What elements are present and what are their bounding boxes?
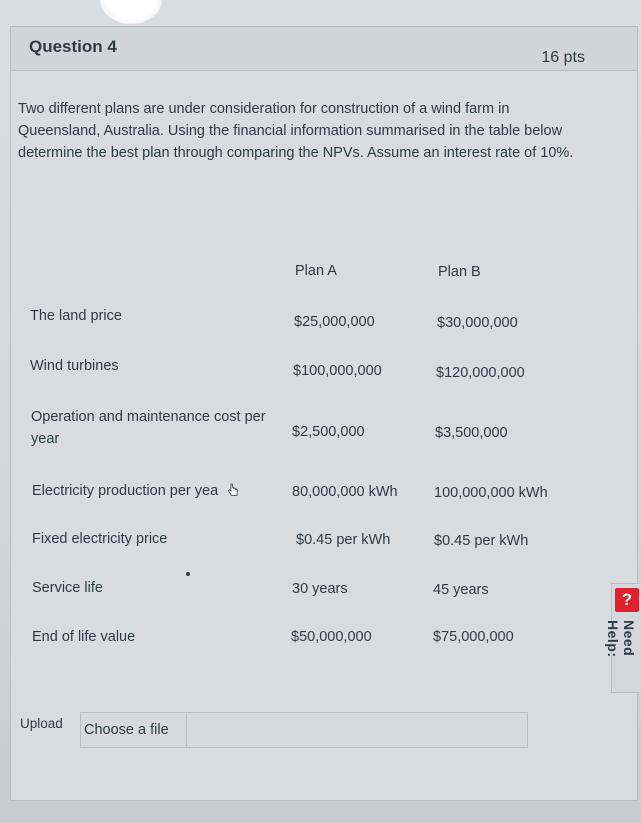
- need-help-tab[interactable]: [605, 583, 641, 693]
- cell-electricity-price-b: $0.45 per kWh: [434, 533, 529, 549]
- cell-electricity-production-b: 100,000,000 kWh: [434, 485, 548, 501]
- upload-label: Upload: [20, 716, 63, 731]
- header-plan-b: Plan B: [438, 264, 481, 280]
- cell-end-of-life-b: $75,000,000: [433, 629, 514, 645]
- cell-land-price-b: $30,000,000: [437, 315, 518, 331]
- cell-service-life-a: 30 years: [292, 581, 348, 597]
- question-header: [11, 27, 637, 71]
- row-label-electricity-production: Electricity production per yea: [32, 483, 219, 499]
- stray-dot: [186, 572, 190, 576]
- cell-wind-turbines-b: $120,000,000: [436, 365, 525, 381]
- cell-land-price-a: $25,000,000: [294, 314, 375, 330]
- upload-field[interactable]: [80, 712, 528, 748]
- cell-operation-cost-b: $3,500,000: [435, 425, 508, 441]
- row-label-electricity-price: Fixed electricity price: [32, 531, 168, 547]
- row-label-end-of-life: End of life value: [32, 629, 136, 645]
- row-label-wind-turbines: Wind turbines: [30, 358, 119, 374]
- row-label-land-price: The land price: [30, 308, 122, 324]
- cell-operation-cost-a: $2,500,000: [292, 424, 365, 440]
- header-plan-a: Plan A: [295, 263, 337, 279]
- question-prompt: Two different plans are under consideration for construction of a wind farm in Queensland, Australia. Using the financial information summarised in the table below determine the best plan through comparing the NPVs. Assume an interest rate of 10%.: [18, 101, 574, 161]
- cell-electricity-price-a: $0.45 per kWh: [296, 532, 391, 548]
- cell-electricity-production-a: 80,000,000 kWh: [292, 484, 398, 500]
- cell-wind-turbines-a: $100,000,000: [293, 363, 382, 379]
- question-points: 16 pts: [541, 49, 585, 66]
- hand-cursor-icon: [226, 483, 240, 497]
- choose-file-button[interactable]: Choose a file: [81, 713, 187, 747]
- screen-glare: [100, 0, 162, 24]
- need-help-label[interactable]: Need Help:: [605, 620, 637, 658]
- question-mark-icon[interactable]: ?: [615, 588, 639, 612]
- row-label-operation-cost: Operation and maintenance cost per year: [31, 409, 266, 447]
- cell-end-of-life-a: $50,000,000: [291, 629, 372, 645]
- row-label-service-life: Service life: [32, 580, 103, 596]
- cell-service-life-b: 45 years: [433, 582, 489, 598]
- question-title: Question 4: [29, 37, 117, 56]
